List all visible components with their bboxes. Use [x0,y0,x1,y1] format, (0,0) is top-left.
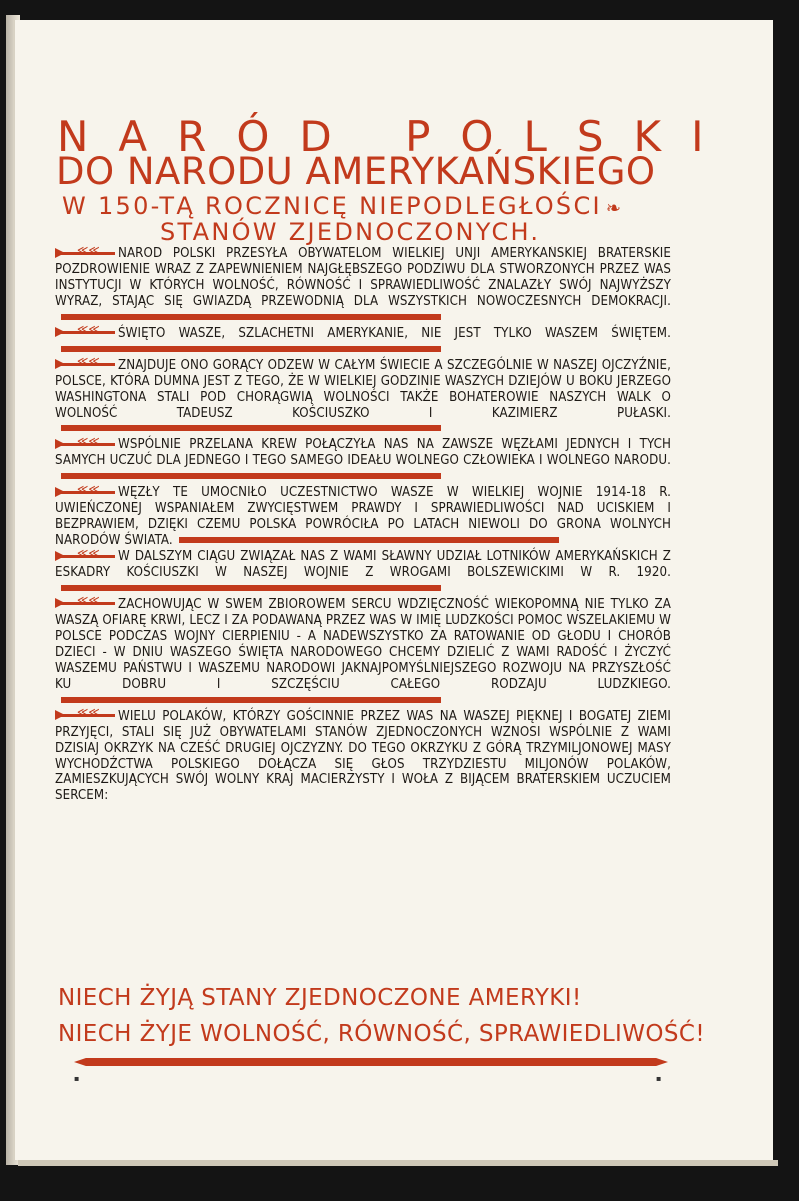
line-filler-ornament [61,314,441,320]
paragraph-text: WĘZŁY TE UMOCNIŁO UCZESTNICTWO WASZE W WIELKIEJ WOJNIE 1914-18 R. UWIEŃCZONEJ WSPANIAŁEM ZWYCIĘSTWEM PRAWDY I SPRAWIEDLIWOŚCI NAD UCISKIEM I BEZPRAWIEM, DZIĘKI CZEMU POLSKA POWRÓCIŁA PO LATACH NIEWOLI DO GRONA WOLNYCH NARODÓW ŚWIATA. [55,485,671,549]
paragraph-text: NARÓD POLSKI PRZESYŁA OBYWATELOM WIELKIEJ UNJI AMERYKAŃSKIEJ BRATERSKIE POZDROWIENIE WRAZ Z ZAPEWNIENIEM NAJGŁĘBSZEGO PODZIWU DLA STWORZONYCH PRZEZ WAS INSTYTUCJI W KTÓRYCH WOLNOŚĆ, RÓWNOŚĆ I SPRAWIEDLIWOŚĆ ZNALAZŁY SWÓJ NAJWYŻSZY WYRAZ, STAJĄC SIĘ GWIAZDĄ PRZEWODNIĄ DLA WSZYSTKICH NOWOCZESNYCH DEMOKRACJI. [55,246,671,309]
arrow-ornament-icon [55,599,115,608]
paragraph-text: WIELU POLAKÓW, KTÓRZY GOŚCINNIE PRZEZ WAS NA WASZEJ PIĘKNEJ I BOGATEJ ZIEMI PRZYJĘCI, STALI SIĘ JUŻ OBYWATELAMI STANÓW ZJEDNOCZONYCH WZNOSI WSPÓLNIE Z WAMI DZISIAJ OKRZYK NA CZEŚĆ DRUGIEJ OJCZYZNY. DO TEGO OKRZYKU Z GÓRĄ TRZYMILJONOWEJ MASY WYCHODŹCTWA POLSKIEGO DOŁĄCZA SIĘ GŁOS TRZYDZIESTU MILJONÓW POLAKÓW, ZAMIESZKUJĄCYCH SWÓJ WOLNY KRAJ MACIERZYSTY I WOŁA Z BIJĄCEM BRATERSKIEM UCZUCIEM SERCEM: [55,708,671,804]
heading-line-4: STANÓW ZJEDNOCZONYCH. [160,218,541,246]
arrow-ornament-icon [55,360,115,369]
paragraph-text: WSPÓLNIE PRZELANA KREW POŁĄCZYŁA NAS NA ZAWSZE WĘZŁAMI JEDNYCH I TYCH SAMYCH UCZUĆ DLA JEDNEGO I TEGO SAMEGO IDEAŁU WOLNEGO CZŁOWIEKA I WOLNEGO NARODU. [55,437,671,469]
corner-mark: ▪ [656,1074,662,1083]
closing-line-1: NIECH ŻYJĄ STANY ZJEDNOCZONE AMERYKI! [58,985,582,1011]
line-filler-ornament [179,537,559,543]
paragraph [55,597,671,709]
paragraph [55,246,671,326]
line-filler-ornament [61,425,441,431]
arrow-ornament-icon [55,711,115,720]
paragraph-text: ZNAJDUJE ONO GORĄCY ODZEW W CAŁYM ŚWIECIE A SZCZEGÓLNIE W NASZEJ OJCZYŹNIE, POLSCE, KTÓRA DUMNA JEST Z TEGO, ŻE W WIELKIEJ GODZINIE WASZYCH DZIEJÓW U BOKU JERZEGO WASHINGTONA STALI POD CHORĄGWIĄ WOLNOŚCI TAKŻE BOHATEROWIE NASZYCH WALK O WOLNOŚĆ TADEUSZ KOŚCIUSZKO I KAZIMIERZ PUŁASKI. [55,357,671,421]
arrow-ornament-icon [55,249,115,258]
paragraph-text: ZACHOWUJĄC W SWEM ZBIOROWEM SERCU WDZIĘCZNOŚĆ WIEKOPOMNĄ NIE TYLKO ZA WASZĄ OFIARĘ KRWI, LECZ I ZA PODAWANĄ PRZEZ WAS W IMIĘ LUDZKOŚCI POMOC WSZELAKIEMU W POLSCE PODCZAS WOJNY CIERPIENIU - A NADEWSZYSTKO ZA RATOWANIE OD GŁODU I CHORÓB DZIECI - W DNIU WASZEGO ŚWIĘTA NARODOWEGO CHCEMY DZIELIĆ Z WAMI RADOŚĆ I ŻYCZYĆ WASZEMU PAŃSTWU I WASZEMU NARODOWI JAKNAJPOMYŚLNIEJSZEGO ROZWOJU NA PRZYSZŁOŚĆ KU DOBRU I SZCZĘŚCIU CAŁEGO RODZAJU LUDZKIEGO. [55,596,671,692]
page-bottom-edge [18,1160,778,1166]
corner-mark: ▪ [74,1074,80,1083]
heading-line-1: NARÓD POLSKI [57,112,734,161]
paragraph [55,326,671,358]
heading-line-3 [62,192,682,220]
paragraph [55,485,671,549]
leaf-ornament-icon: ❧ [605,198,624,219]
line-filler-ornament [61,346,441,352]
arrow-ornament-icon [55,328,115,337]
paragraph [55,549,671,597]
closing-banner-ornament [74,1058,668,1066]
paragraph-text: W DALSZYM CIĄGU ZWIĄZAŁ NAS Z WAMI SŁAWNY UDZIAŁ LOTNIKÓW AMERYKAŃSKICH Z ESKADRY KOŚCIUSZKI W NASZEJ WOJNIE Z WROGAMI BOLSZEWICKIMI W R. 1920. [55,549,671,581]
paragraph [55,709,671,805]
paragraph [55,437,671,485]
arrow-ornament-icon [55,440,115,449]
paragraph [55,358,671,438]
closing-line-2: NIECH ŻYJE WOLNOŚĆ, RÓWNOŚĆ, SPRAWIEDLIWOŚĆ! [58,1021,705,1047]
document-body [55,246,671,998]
line-filler-ornament [61,697,441,703]
arrow-ornament-icon [55,488,115,497]
line-filler-ornament [61,585,441,591]
heading-line-2: DO NARODU AMERYKAŃSKIEGO [56,150,656,193]
arrow-ornament-icon [55,552,115,561]
heading-line-3-text: W 150-TĄ ROCZNICĘ NIEPODLEGŁOŚCI [62,192,602,220]
paragraph-text: ŚWIĘTO WASZE, SZLACHETNI AMERYKANIE, NIE JEST TYLKO WASZEM ŚWIĘTEM. [118,325,671,341]
line-filler-ornament [61,473,441,479]
